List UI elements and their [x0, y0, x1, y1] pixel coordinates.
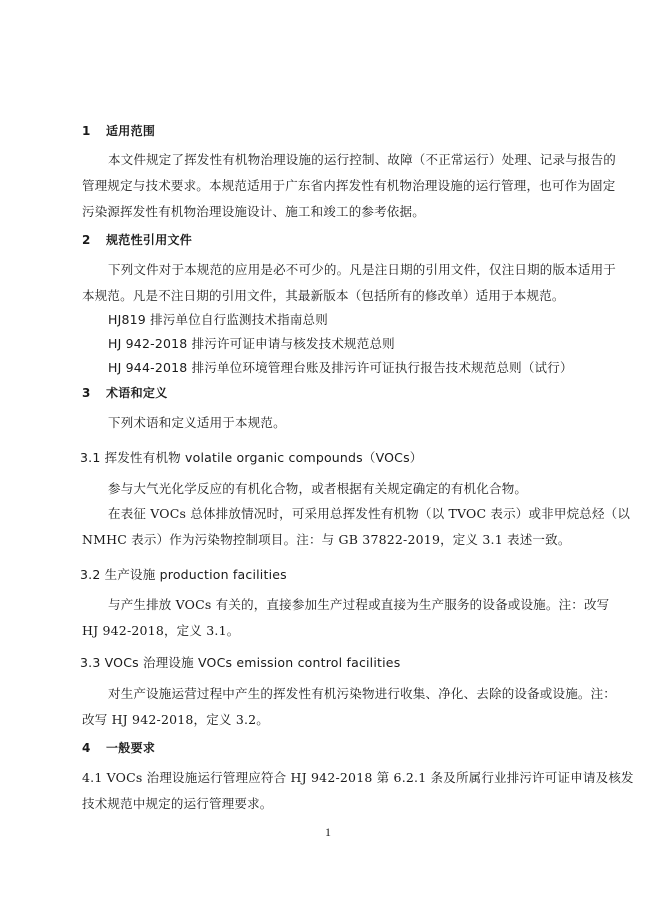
- section-title: 规范性引用文件: [106, 233, 193, 247]
- section-3-heading: [82, 385, 572, 401]
- section-1-heading: [82, 123, 572, 139]
- term-heading-3-1: 3.1 挥发性有机物 volatile organic compounds（VOCs）: [80, 450, 423, 465]
- section-number: 3: [82, 386, 91, 400]
- paragraph-line: 本文件规定了挥发性有机物治理设施的运行控制、故障（不正常运行）处理、记录与报告的: [108, 152, 617, 167]
- section-title: 术语和定义: [106, 386, 168, 400]
- paragraph-line: 管理规定与技术要求。本规范适用于广东省内挥发性有机物治理设施的运行管理，也可作为固定: [82, 178, 616, 193]
- reference-code: HJ819: [108, 312, 146, 327]
- reference-item: [108, 336, 572, 352]
- paragraph-line: 参与大气光化学反应的有机化合物，或者根据有关规定确定的有机化合物。: [108, 481, 528, 496]
- paragraph-line: 与产生排放 VOCs 有关的，直接参加生产过程或直接为生产服务的设备或设施。注：改写: [108, 597, 610, 612]
- clause-4-1-line: 技术规范中规定的运行管理要求。: [82, 796, 273, 811]
- section-number: 2: [82, 233, 91, 247]
- paragraph-line: 下列文件对于本规范的应用是必不可少的。凡是注日期的引用文件，仅注日期的版本适用于: [108, 262, 617, 277]
- paragraph-line: NMHC 表示）作为污染物控制项目。注：与 GB 37822-2019，定义 3.1 表述一致。: [82, 532, 571, 547]
- reference-code: HJ 942-2018: [108, 336, 188, 351]
- paragraph-line: 污染源挥发性有机物治理设施设计、施工和竣工的参考依据。: [82, 204, 425, 219]
- clause-4-1-line: 4.1 VOCs 治理设施运行管理应符合 HJ 942-2018 第 6.2.1 条及所属行业排污许可证申请及核发: [82, 770, 634, 785]
- paragraph-line: 在表征 VOCs 总体排放情况时，可采用总挥发性有机物（以 TVOC 表示）或非甲烷总烃（以: [108, 506, 631, 521]
- reference-title: 排污单位自行监测技术指南总则: [150, 312, 328, 327]
- section-number: 4: [82, 741, 91, 755]
- paragraph-line: 下列术语和定义适用于本规范。: [108, 415, 286, 430]
- reference-item: [108, 312, 572, 328]
- reference-title: 排污单位环境管理台账及排污许可证执行报告技术规范总则（试行）: [191, 360, 573, 375]
- section-4-heading: [82, 740, 572, 756]
- section-title: 一般要求: [106, 741, 156, 755]
- term-heading-3-3: 3.3 VOCs 治理设施 VOCs emission control facilities: [80, 655, 401, 670]
- paragraph-line: 本规范。凡是不注日期的引用文件，其最新版本（包括所有的修改单）适用于本规范。: [82, 288, 565, 303]
- section-title: 适用范围: [106, 124, 156, 138]
- paragraph-line: 对生产设施运营过程中产生的挥发性有机污染物进行收集、净化、去除的设备或设施。注：: [108, 686, 617, 701]
- paragraph-line: HJ 942-2018，定义 3.1。: [82, 623, 240, 638]
- section-number: 1: [82, 124, 91, 138]
- term-heading-3-2: 3.2 生产设施 production facilities: [80, 567, 287, 582]
- reference-code: HJ 944-2018: [108, 360, 188, 375]
- reference-item: [108, 360, 572, 376]
- section-2-heading: [82, 232, 572, 248]
- reference-title: 排污许可证申请与核发技术规范总则: [191, 336, 395, 351]
- page-number: 1: [325, 825, 331, 839]
- paragraph-line: 改写 HJ 942-2018，定义 3.2。: [82, 712, 270, 727]
